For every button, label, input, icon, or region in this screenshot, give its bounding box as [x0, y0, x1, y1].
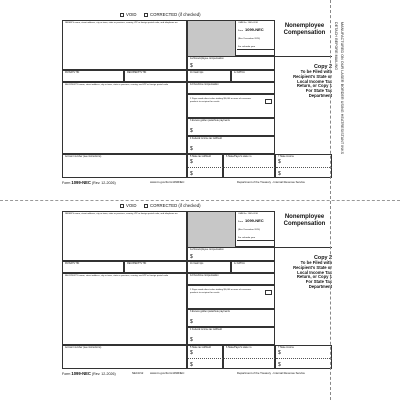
form-title — [277, 23, 332, 37]
box-3-label: 3 Excess golden parachute payments — [190, 119, 230, 122]
box-7-label: 7 State income — [278, 155, 294, 158]
box-4-field[interactable] — [187, 136, 275, 154]
box-5-label: 5 State tax withheld — [190, 346, 211, 349]
footer-form-word: Form — [62, 181, 71, 185]
void-label: VOID — [126, 12, 137, 17]
copy-line: Department — [308, 92, 332, 98]
copy-line: Local Income Tax — [297, 269, 332, 275]
revision: (Rev. December 2020) — [238, 38, 260, 40]
box-2-checkbox[interactable] — [265, 99, 272, 104]
form-number: 1099-NEC — [245, 27, 264, 32]
box-4-field[interactable] — [187, 327, 275, 345]
box-1c-label: 1c FATCA — [234, 262, 245, 265]
box-1a-label: 1a Nonemployee compensation — [190, 248, 224, 251]
box-1d-label: 1d Overtime compensation — [190, 83, 219, 86]
box-5-field[interactable] — [187, 154, 223, 178]
payer-info-field[interactable] — [62, 211, 187, 261]
box-3-label: 3 Excess golden parachute payments — [190, 310, 230, 313]
copy-line: For State Tax — [305, 88, 332, 94]
form-id-box — [235, 20, 275, 56]
copy-2-instructions — [277, 255, 332, 290]
box-1d-field[interactable] — [187, 82, 275, 94]
void-checkbox[interactable] — [120, 204, 124, 208]
box-3-dollar: $ — [190, 319, 193, 325]
box-1d-field[interactable] — [187, 273, 275, 285]
box-4-dollar: $ — [190, 337, 193, 343]
box-1b-label: 1b Cash tips — [190, 71, 204, 74]
form-title-line2: Compensation — [283, 221, 326, 227]
corrected-label: CORRECTED (if checked) — [150, 12, 201, 17]
payer-tin-field[interactable] — [62, 261, 124, 273]
void-label: VOID — [126, 203, 137, 208]
box-5-field[interactable] — [187, 345, 223, 369]
box-3-field[interactable] — [187, 309, 275, 327]
footer-form-word: Form — [62, 372, 71, 376]
box-6-label: 6 State/Payer's state no. — [226, 155, 252, 158]
box-1c-field[interactable] — [231, 70, 275, 82]
footer — [62, 371, 116, 376]
form-1099-nec-top — [62, 12, 332, 185]
copy-line: For State Tax — [305, 279, 332, 285]
box-1b-field[interactable] — [187, 70, 231, 82]
box-7-field[interactable] — [275, 345, 332, 369]
side-text-detach: DETACH BEFORE MAILING — [334, 22, 338, 71]
omb-number: OMB No. 1545-0116 — [238, 22, 258, 24]
box-6-field[interactable] — [223, 345, 275, 369]
payer-tin-field[interactable] — [62, 70, 124, 82]
copy-heading: Copy 2 — [314, 64, 332, 70]
box-1a-field[interactable] — [187, 247, 275, 261]
footer-revision: (Rev. 12-2026) — [91, 372, 116, 376]
recipient-info-field[interactable] — [62, 273, 187, 345]
form-title — [277, 214, 332, 228]
box-7-dollar-b: $ — [278, 171, 281, 177]
form-title-line2: Compensation — [283, 30, 326, 36]
recipient-info-label: RECIPIENT'S name, street address, city or town, state or province, country, and ZIP or foreign postal code — [65, 84, 169, 86]
recipient-info-field[interactable] — [62, 82, 187, 154]
recipient-tin-field[interactable] — [124, 261, 187, 273]
void-checkbox[interactable] — [120, 13, 124, 17]
account-number-label: Account number (see instructions) — [65, 155, 102, 158]
footer-revision: (Rev. 12-2026) — [91, 181, 116, 185]
box-7-label: 7 State income — [278, 346, 294, 349]
copy-line: Recipient's State or — [293, 264, 332, 270]
box-1a-label: 1a Nonemployee compensation — [190, 57, 224, 60]
form-title-line1: Nonemployee — [284, 214, 325, 220]
box-6-label: 6 State/Payer's state no. — [226, 346, 252, 349]
shaded-box — [187, 211, 235, 247]
box-5-dollar-a: $ — [190, 159, 193, 165]
side-text-manufactured: MANUFACTURED ON OUR LASER BORDER USING HEATRESISTANT INKS — [340, 22, 344, 155]
footer-form-number: 1099-NEC — [71, 371, 91, 376]
box-5-dollar-a: $ — [190, 350, 193, 356]
box-5-dollar-b: $ — [190, 362, 193, 368]
box-2-field — [187, 94, 275, 118]
form-id-box — [235, 211, 275, 247]
box-1b-field[interactable] — [187, 261, 231, 273]
corrected-checkbox[interactable] — [144, 13, 148, 17]
box-4-label: 4 Federal income tax withheld — [190, 328, 222, 331]
box-1a-dollar: $ — [190, 63, 193, 69]
box-1d-label: 1d Overtime compensation — [190, 274, 219, 277]
box-6-field[interactable] — [223, 154, 275, 178]
account-number-field[interactable] — [62, 154, 187, 178]
box-5-label: 5 State tax withheld — [190, 155, 211, 158]
recipient-tin-label: RECIPIENT'S TIN — [127, 262, 147, 265]
corrected-label: CORRECTED (if checked) — [150, 203, 201, 208]
recipient-tin-label: RECIPIENT'S TIN — [127, 71, 147, 74]
box-1c-field[interactable] — [231, 261, 275, 273]
omb-number: OMB No. 1545-0116 — [238, 213, 258, 215]
footer-department: Department of the Treasury - Internal Revenue Service — [237, 371, 305, 375]
box-1b-label: 1b Cash tips — [190, 262, 204, 265]
footer-department: Department of the Treasury - Internal Revenue Service — [237, 180, 305, 184]
copy-line: To be Filed with — [300, 69, 332, 74]
box-1a-dollar: $ — [190, 254, 193, 260]
box-2-label: 2 Payer made direct sales totaling $5,000 or more of consumer products to recipient for resale — [190, 289, 252, 294]
payer-info-label: PAYER'S name, street address, city or town, state or province, country, ZIP or foreign postal code, and telephone no. — [65, 22, 178, 24]
footer — [62, 180, 116, 185]
corrected-checkbox[interactable] — [144, 204, 148, 208]
copy-2-instructions — [277, 64, 332, 99]
box-1a-field[interactable] — [187, 56, 275, 70]
box-4-label: 4 Federal income tax withheld — [190, 137, 222, 140]
shaded-box — [187, 20, 235, 56]
payer-info-field[interactable] — [62, 20, 187, 70]
box-2-checkbox[interactable] — [265, 290, 272, 295]
box-7-dollar-b: $ — [278, 362, 281, 368]
footer-website: www.irs.gov/Form1099NEC — [150, 371, 185, 375]
form-number: 1099-NEC — [245, 218, 264, 223]
copy-line: Return, or Copy 1 — [296, 83, 332, 89]
form-word: Form — [238, 30, 244, 32]
footer-code: NEC3/12 — [132, 371, 144, 375]
form-1099-nec-bottom — [62, 203, 332, 376]
revision: (Rev. December 2020) — [238, 229, 260, 231]
horizontal-perforation — [0, 200, 400, 201]
copy-line: To be Filed with — [300, 260, 332, 265]
form-title-line1: Nonemployee — [284, 23, 325, 29]
recipient-tin-field[interactable] — [124, 70, 187, 82]
form-word: Form — [238, 221, 244, 223]
account-number-field[interactable] — [62, 345, 187, 369]
box-2-field — [187, 285, 275, 309]
account-number-label: Account number (see instructions) — [65, 346, 102, 349]
copy-line: Recipient's State or — [293, 73, 332, 79]
copy-line: Return, or Copy 1 — [296, 274, 332, 280]
payer-tin-label: PAYER'S TIN — [65, 262, 80, 265]
box-3-dollar: $ — [190, 128, 193, 134]
calendar-year-label: For calendar year — [238, 237, 256, 239]
recipient-info-label: RECIPIENT'S name, street address, city or town, state or province, country, and ZIP or foreign postal code — [65, 275, 169, 277]
calendar-year-label: For calendar year — [238, 46, 256, 48]
copy-line: Department — [308, 283, 332, 289]
box-7-dollar-a: $ — [278, 159, 281, 165]
box-7-dollar-a: $ — [278, 350, 281, 356]
copy-heading: Copy 2 — [314, 255, 332, 261]
copy-line: Local Income Tax — [297, 78, 332, 84]
box-7-field[interactable] — [275, 154, 332, 178]
footer-form-number: 1099-NEC — [71, 180, 91, 185]
box-4-dollar: $ — [190, 146, 193, 152]
payer-info-label: PAYER'S name, street address, city or town, state or province, country, ZIP or foreign postal code, and telephone no. — [65, 213, 178, 215]
box-2-label: 2 Payer made direct sales totaling $5,000 or more of consumer products to recipient for resale — [190, 98, 252, 103]
box-1c-label: 1c FATCA — [234, 71, 245, 74]
payer-tin-label: PAYER'S TIN — [65, 71, 80, 74]
box-5-dollar-b: $ — [190, 171, 193, 177]
footer-website: www.irs.gov/Form1099NEC — [150, 180, 185, 184]
box-3-field[interactable] — [187, 118, 275, 136]
